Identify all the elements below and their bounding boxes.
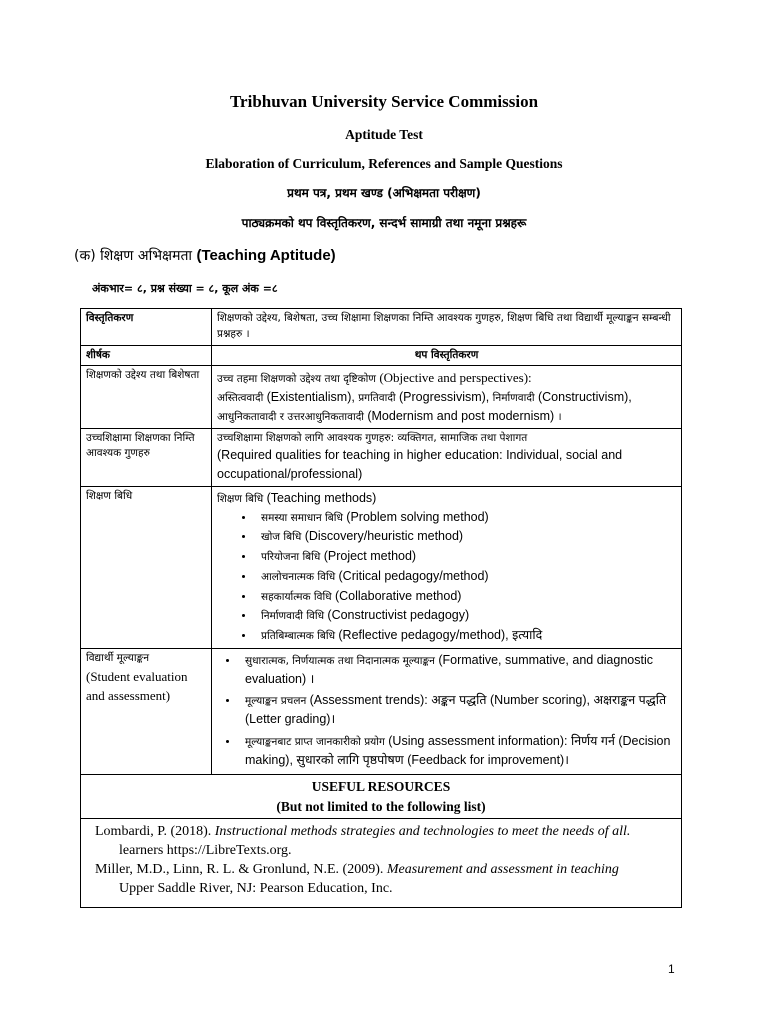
marks-line: अंकभार= ८, प्रश्न संख्या = ८, कूल अंक =८ <box>92 282 278 295</box>
intro-text: शिक्षणको उद्देश्य, बिशेषता, उच्च शिक्षामा शिक्षणका निम्ति आवश्यक गुणहरु, शिक्षण बिधि तथा विद्यार्थी मूल्याङ्कन सम्बन्धी प्रश्नहरु । <box>212 309 682 346</box>
section-heading <box>74 246 336 265</box>
table-row <box>81 309 682 346</box>
list-item: • मूल्याङ्कनबाट प्राप्त जानकारीको प्रयोग (Using assessment information): निर्णय गर्न (Decision making), सुधारको लागि पृष्ठपोषण (Feedback for improvement)। <box>239 732 676 770</box>
reference-publisher: Upper Saddle River, NJ: Pearson Education, Inc. <box>119 881 393 897</box>
row4-topic <box>81 648 212 775</box>
row1-line1-np: उच्च तहमा शिक्षणको उद्देश्य तथा दृष्टिकोण <box>217 373 376 386</box>
row3-topic: शिक्षण बिधि <box>81 486 212 648</box>
table-row <box>81 428 682 486</box>
document-subtitle: Aptitude Test <box>345 127 423 142</box>
resources-subtitle: (But not limited to the following list) <box>276 798 486 814</box>
row1-en: (Existentialism), <box>266 390 355 404</box>
reference-item: Lombardi, P. (2018). Instructional methods strategies and technologies to meet the needs of all. <box>95 824 631 840</box>
list-item: • खोज बिधि (Discovery/heuristic method) <box>255 527 676 546</box>
reference-item: Miller, M.D., Linn, R. L. & Gronlund, N.E. (2009). Measurement and assessment in teaching <box>95 862 619 878</box>
resources-heading <box>81 775 682 819</box>
col-header-topic: शीर्षक <box>81 345 212 366</box>
page-number: 1 <box>668 962 675 976</box>
document-title: Tribhuvan University Service Commission <box>229 92 539 111</box>
table-row <box>81 486 682 648</box>
list-item: • मूल्याङ्कन प्रचलन (Assessment trends): अङ्कन पद्धति (Number scoring), अक्षराङ्कन पद्धति (Letter grading)। <box>239 691 676 729</box>
row2-line2-en: (Required qualities for teaching in higher education: Individual, social and occupational/professional) <box>217 448 623 481</box>
list-item: • परियोजना बिधि (Project method) <box>255 547 676 566</box>
row3-detail <box>212 486 682 648</box>
table-row <box>81 366 682 428</box>
resources-heading-row <box>81 775 682 819</box>
row4-topic-np: विद्यार्थी मूल्याङ्कन <box>86 651 150 664</box>
table-header-row <box>81 345 682 366</box>
references <box>81 819 682 908</box>
teaching-methods-list <box>217 508 676 645</box>
row2-topic: उच्चशिक्षामा शिक्षणका निम्ति आवश्यक गुणहरु <box>81 428 212 486</box>
syllabus-table <box>80 308 682 908</box>
row1-line1-en: (Objective and perspectives): <box>379 370 532 386</box>
row1-topic: शिक्षणको उद्देश्य तथा बिशेषता <box>81 366 212 428</box>
list-item: • आलोचनात्मक विधि (Critical pedagogy/method) <box>255 567 676 586</box>
reference-link[interactable]: learners https://LibreTexts.org. <box>119 843 292 859</box>
intro-label: विस्तृतिकरण <box>81 309 212 346</box>
row2-detail <box>212 428 682 486</box>
resources-title: USEFUL RESOURCES <box>311 779 451 795</box>
paper-line: प्रथम पत्र, प्रथम खण्ड (अभिक्षमता परीक्षण) <box>287 186 481 200</box>
row1-end: । <box>557 410 562 423</box>
row1-np: प्रगतिवादी <box>358 392 396 404</box>
row1-np: अस्तित्ववादी <box>217 392 264 404</box>
elaboration-heading: Elaboration of Curriculum, References and Sample Questions <box>205 156 563 171</box>
row4-detail <box>212 648 682 775</box>
assessment-list <box>217 651 676 770</box>
table-row <box>81 648 682 775</box>
row1-np: आधुनिकतावादी र उत्तरआधुनिकतावादी <box>217 410 364 423</box>
row1-en: (Constructivism), <box>537 390 632 404</box>
list-item: • सहकार्यात्मक विधि (Collaborative method) <box>255 587 676 606</box>
row1-detail <box>212 366 682 428</box>
list-item: • प्रतिबिम्बात्मक बिधि (Reflective pedagogy/method), इत्यादि <box>255 626 676 645</box>
col-header-elaboration: थप विस्तृतिकरण <box>212 345 682 366</box>
section-label-en: (Teaching Aptitude) <box>196 247 336 264</box>
row4-topic-en: (Student evaluation and assessment) <box>86 668 188 704</box>
row2-line1-np: उच्चशिक्षामा शिक्षणको लागि आवश्यक गुणहरु: व्यक्तिगत, सामाजिक तथा पेशागत <box>217 431 528 444</box>
row1-en: (Modernism and post modernism) <box>367 408 555 423</box>
row1-en: (Progressivism), <box>399 390 490 404</box>
list-item: • समस्या समाधान बिधि (Problem solving method) <box>255 508 676 527</box>
list-item: • निर्माणवादी विधि (Constructivist pedagogy) <box>255 606 676 625</box>
row3-intro-en: (Teaching methods) <box>266 490 377 505</box>
row1-np: निर्माणवादी <box>492 392 535 404</box>
section-label-np: (क) शिक्षण अभिक्षमता <box>74 248 193 264</box>
list-item: • सुधारात्मक, निर्णयात्मक तथा निदानात्मक मूल्याङ्कन (Formative, summative, and diagnostic evaluation) । <box>239 651 676 689</box>
row3-intro-np: शिक्षण बिधि <box>217 492 264 505</box>
resources-list-row <box>81 819 682 908</box>
syllabus-line: पाठ्यक्रमको थप विस्तृतिकरण, सन्दर्भ सामाग्री तथा नमूना प्रश्नहरू <box>241 216 527 230</box>
